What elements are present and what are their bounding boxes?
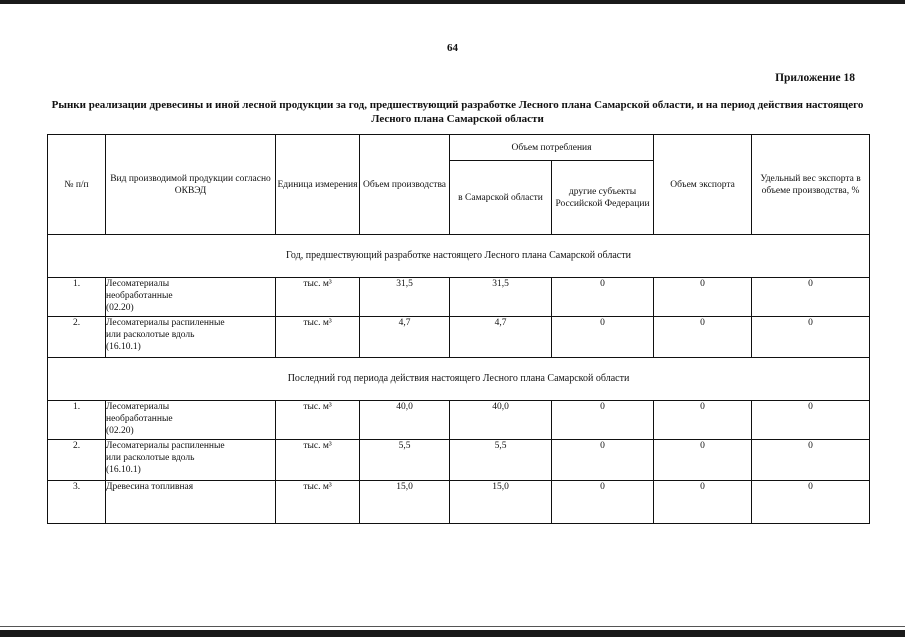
row-name-line: или расколотые вдоль bbox=[106, 330, 195, 340]
row-share: 0 bbox=[752, 481, 870, 524]
row-export: 0 bbox=[654, 401, 752, 440]
table-row bbox=[48, 440, 870, 481]
row-samara: 31,5 bbox=[450, 278, 552, 317]
row-samara: 15,0 bbox=[450, 481, 552, 524]
row-export: 0 bbox=[654, 317, 752, 358]
row-production: 5,5 bbox=[360, 440, 450, 481]
row-samara: 4,7 bbox=[450, 317, 552, 358]
row-other: 0 bbox=[552, 278, 654, 317]
row-name-line: Лесоматериалы распиленные bbox=[106, 318, 225, 328]
markets-table bbox=[47, 134, 870, 524]
table-row bbox=[48, 278, 870, 317]
row-share: 0 bbox=[752, 440, 870, 481]
row-samara: 5,5 bbox=[450, 440, 552, 481]
row-other: 0 bbox=[552, 440, 654, 481]
row-name-line: необработанные bbox=[106, 414, 173, 424]
document-title: Рынки реализации древесины и иной лесной продукции за год, предшествующий разработке Лесного плана Самарской области, и на период действия настоящего Лесного плана Самарской области bbox=[51, 99, 864, 125]
row-name-line: Лесоматериалы bbox=[106, 279, 170, 289]
header-samara: в Самарской области bbox=[450, 161, 552, 235]
row-unit: тыс. м³ bbox=[276, 401, 360, 440]
section-title: Год, предшествующий разработке настоящего Лесного плана Самарской области bbox=[48, 235, 870, 278]
row-name bbox=[106, 278, 276, 317]
row-name-line: (16.10.1) bbox=[106, 465, 141, 475]
table-row bbox=[48, 317, 870, 358]
header-consumption: Объем потребления bbox=[450, 135, 654, 161]
row-name-line: (02.20) bbox=[106, 426, 134, 436]
row-unit: тыс. м³ bbox=[276, 278, 360, 317]
row-num: 3. bbox=[48, 481, 106, 524]
header-other: другие субъекты Российской Федерации bbox=[552, 161, 654, 235]
top-border bbox=[0, 0, 905, 4]
page-number: 64 bbox=[447, 42, 458, 54]
row-name-line: Лесоматериалы bbox=[106, 402, 170, 412]
row-num: 1. bbox=[48, 401, 106, 440]
row-other: 0 bbox=[552, 481, 654, 524]
row-production: 15,0 bbox=[360, 481, 450, 524]
row-name-line: Лесоматериалы распиленные bbox=[106, 441, 225, 451]
section-row bbox=[48, 235, 870, 278]
header-production: Объем производства bbox=[360, 135, 450, 235]
header-unit: Единица измерения bbox=[276, 135, 360, 235]
row-num: 2. bbox=[48, 440, 106, 481]
row-name bbox=[106, 481, 276, 524]
row-name-line: или расколотые вдоль bbox=[106, 453, 195, 463]
row-unit: тыс. м³ bbox=[276, 317, 360, 358]
header-product: Вид производимой продукции согласно ОКВЭД bbox=[106, 135, 276, 235]
row-unit: тыс. м³ bbox=[276, 481, 360, 524]
row-num: 1. bbox=[48, 278, 106, 317]
row-name-line: необработанные bbox=[106, 291, 173, 301]
header-export: Объем экспорта bbox=[654, 135, 752, 235]
section-title: Последний год периода действия настоящего Лесного плана Самарской области bbox=[48, 358, 870, 401]
row-name-line: (16.10.1) bbox=[106, 342, 141, 352]
row-share: 0 bbox=[752, 317, 870, 358]
row-share: 0 bbox=[752, 401, 870, 440]
row-num: 2. bbox=[48, 317, 106, 358]
bottom-border-thin bbox=[0, 626, 905, 627]
row-export: 0 bbox=[654, 481, 752, 524]
row-share: 0 bbox=[752, 278, 870, 317]
section-row bbox=[48, 358, 870, 401]
row-name bbox=[106, 440, 276, 481]
row-name bbox=[106, 317, 276, 358]
table-row bbox=[48, 401, 870, 440]
row-export: 0 bbox=[654, 440, 752, 481]
row-production: 4,7 bbox=[360, 317, 450, 358]
table-row bbox=[48, 481, 870, 524]
row-production: 40,0 bbox=[360, 401, 450, 440]
row-samara: 40,0 bbox=[450, 401, 552, 440]
row-other: 0 bbox=[552, 401, 654, 440]
header-num: № п/п bbox=[48, 135, 106, 235]
appendix-label: Приложение 18 bbox=[775, 72, 855, 84]
row-name bbox=[106, 401, 276, 440]
bottom-border bbox=[0, 630, 905, 637]
row-name-line: Древесина топливная bbox=[106, 482, 194, 492]
row-production: 31,5 bbox=[360, 278, 450, 317]
row-other: 0 bbox=[552, 317, 654, 358]
header-share: Удельный вес экспорта в объеме производства, % bbox=[752, 135, 870, 235]
row-name-line: (02.20) bbox=[106, 303, 134, 313]
row-unit: тыс. м³ bbox=[276, 440, 360, 481]
row-export: 0 bbox=[654, 278, 752, 317]
